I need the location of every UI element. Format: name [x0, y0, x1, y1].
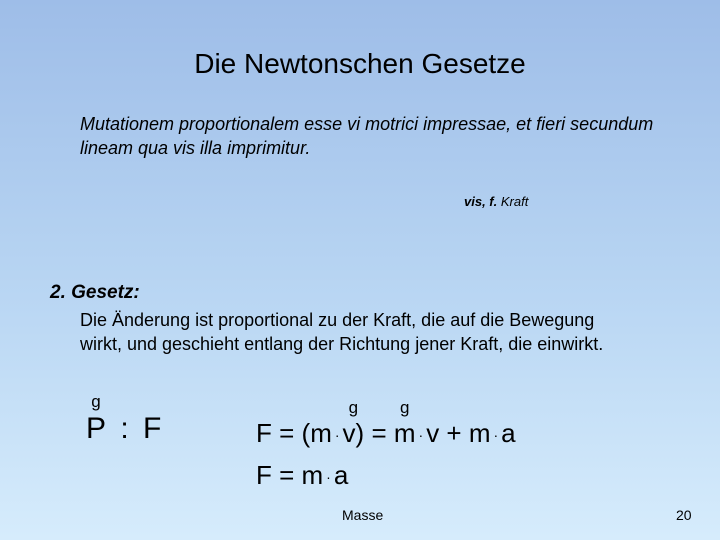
formula-term2: v + m — [426, 418, 491, 448]
dot-accent: g — [399, 398, 410, 417]
footer-label: Masse — [342, 507, 384, 523]
force-derivative-formula — [256, 398, 516, 449]
force-symbol: F — [143, 412, 162, 445]
formula-equals: = — [371, 418, 387, 448]
formula-term1-end: v) — [342, 418, 365, 448]
latin-quote: Mutationem proportionalem esse vi motrici impressae, et fieri secundum lineam qua vis illa imprimitur. — [80, 114, 654, 158]
dot-accent: g — [348, 398, 359, 417]
formula-term1: (m — [301, 418, 332, 448]
mass-symbol: m — [393, 418, 416, 448]
cdot: · — [493, 427, 499, 444]
vocabulary-translation: Kraft — [500, 194, 529, 209]
dot-accent: g — [91, 392, 101, 411]
m-with-dot — [393, 398, 416, 449]
momentum-symbol: P — [86, 412, 107, 445]
acceleration-symbol: a — [501, 418, 516, 448]
law-heading: 2. Gesetz: — [50, 282, 140, 303]
cdot: · — [418, 427, 424, 444]
proportional-sign: : — [120, 412, 129, 445]
formula-lhs: F = — [256, 418, 295, 448]
formula-lhs: F = m — [256, 460, 324, 490]
slide-title: Die Newtonschen Gesetze — [194, 48, 526, 79]
vocabulary-note — [464, 194, 528, 209]
vocabulary-term: vis, f. — [464, 194, 498, 209]
law-text: Die Änderung ist proportional zu der Kraft, die auf die Bewegung wirkt, und geschieht entlang der Richtung jener Kraft, die einwirkt. — [80, 310, 604, 354]
term1-dotted-group — [342, 398, 365, 449]
newton-second-law-formula — [256, 460, 348, 491]
page-number: 20 — [676, 507, 692, 523]
proportionality-formula — [86, 392, 162, 446]
cdot: · — [326, 469, 331, 486]
p-with-dot — [86, 392, 107, 446]
cdot: · — [334, 427, 340, 444]
acceleration-symbol: a — [333, 460, 349, 490]
